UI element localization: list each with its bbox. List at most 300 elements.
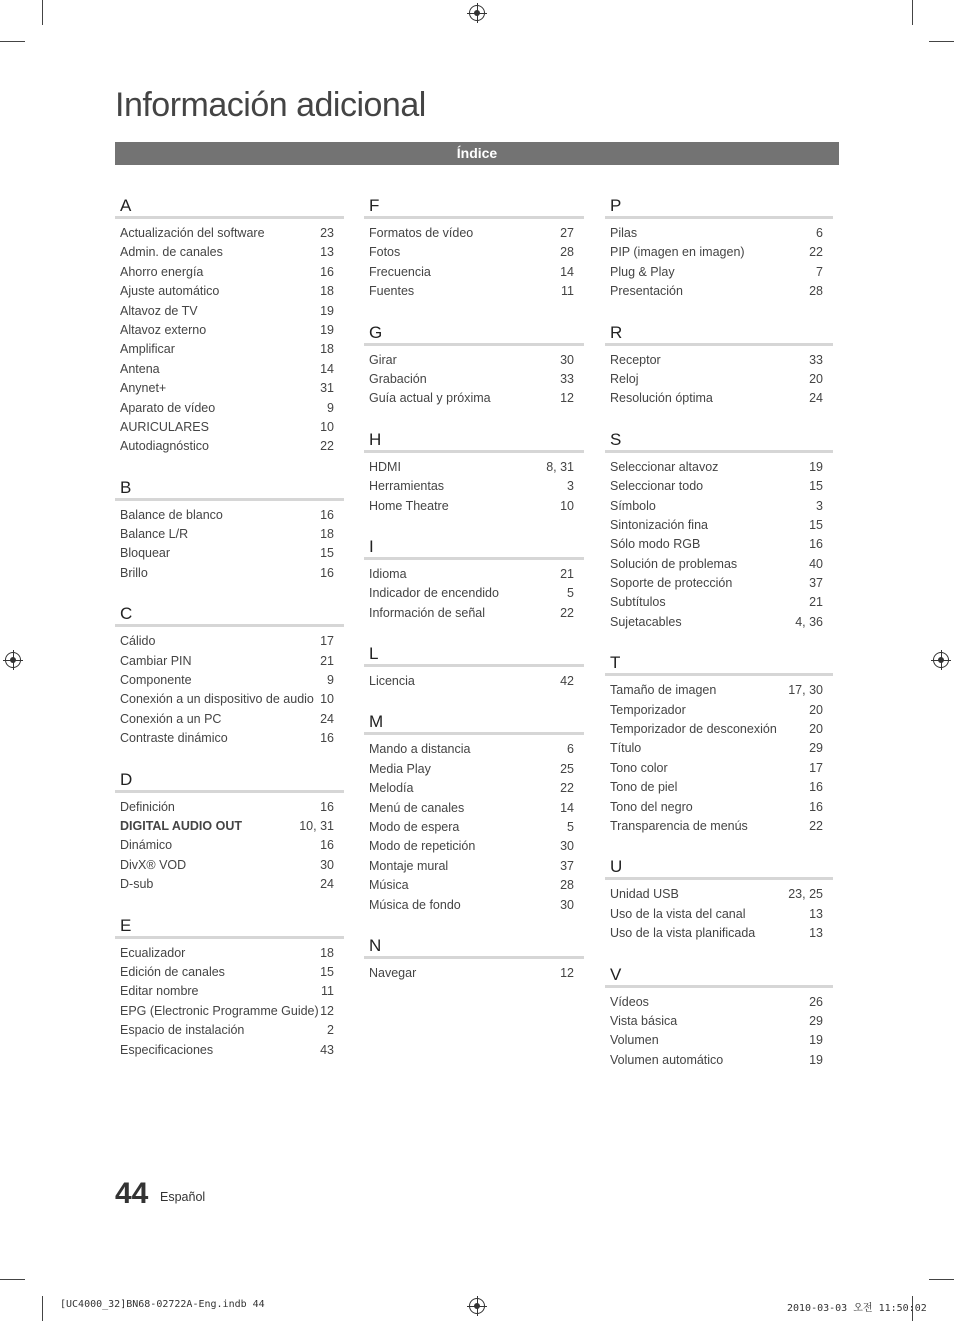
index-entry <box>605 535 833 554</box>
index-section <box>364 322 584 409</box>
entry-pages: 4, 36 <box>795 614 823 629</box>
entry-term: Subtítulos <box>610 595 666 610</box>
entry-pages: 22 <box>809 245 823 260</box>
entry-pages: 21 <box>809 595 823 610</box>
entry-term: Idioma <box>369 566 407 581</box>
index-entry <box>364 837 584 856</box>
entry-term: Información de señal <box>369 605 486 620</box>
entry-pages: 21 <box>560 566 574 581</box>
entry-pages: 10 <box>560 498 574 513</box>
entry-pages: 30 <box>320 857 334 872</box>
index-entry <box>605 263 833 282</box>
entry-term: Formatos de vídeo <box>369 226 474 240</box>
index-section <box>605 964 833 1071</box>
section-letter: C <box>115 603 344 627</box>
index-entry <box>115 340 344 359</box>
index-entry <box>605 759 833 778</box>
index-entry <box>605 497 833 516</box>
entry-pages: 18 <box>320 527 334 542</box>
index-entry <box>115 690 344 709</box>
section-letter: A <box>115 195 344 219</box>
index-section <box>605 856 833 943</box>
entry-term: Presentación <box>610 284 683 299</box>
entry-pages: 26 <box>809 994 823 1009</box>
index-entry <box>605 574 833 593</box>
index-section <box>115 915 344 1060</box>
entry-term: Ajuste automático <box>120 284 220 299</box>
entry-term: Grabación <box>369 371 427 386</box>
index-entry <box>115 671 344 690</box>
entry-term: Solución de problemas <box>610 556 738 571</box>
entry-term: Licencia <box>369 674 415 689</box>
entry-term: Conexión a un dispositivo de audio <box>120 692 314 707</box>
index-entry <box>364 477 584 496</box>
entry-term: Ahorro energía <box>120 264 204 279</box>
entry-term: Modo de espera <box>369 820 460 835</box>
index-entry <box>115 224 344 243</box>
index-section <box>115 603 344 748</box>
index-entry <box>115 437 344 456</box>
entry-term: Temporizador <box>610 702 686 717</box>
entry-term: DIGITAL AUDIO OUT <box>120 818 242 833</box>
entry-term: Soporte de protección <box>610 576 733 591</box>
entry-term: Sólo modo RGB <box>610 537 701 552</box>
entry-term: Cálido <box>120 634 156 649</box>
index-section <box>364 536 584 623</box>
section-letter: I <box>364 536 584 560</box>
entry-pages: 15 <box>809 517 823 532</box>
entry-pages: 2 <box>327 1023 334 1038</box>
index-entry <box>605 613 833 632</box>
index-entry <box>364 370 584 389</box>
crop-mark <box>42 1296 43 1321</box>
entry-term: Tamaño de imagen <box>610 683 717 698</box>
crop-mark <box>929 1279 954 1280</box>
index-entry <box>364 896 584 915</box>
index-entry <box>115 379 344 398</box>
index-entry <box>605 516 833 535</box>
entry-term: Tono de piel <box>610 780 678 795</box>
entry-pages: 13 <box>809 906 823 921</box>
index-section <box>605 195 833 302</box>
registration-mark-icon <box>469 5 485 21</box>
entry-pages: 16 <box>809 780 823 795</box>
entry-pages: 18 <box>320 342 334 357</box>
entry-term: Mando a distancia <box>369 742 471 757</box>
entry-term: Temporizador de desconexión <box>610 722 777 737</box>
entry-pages: 15 <box>320 546 334 561</box>
index-entry <box>115 963 344 982</box>
index-entry <box>115 360 344 379</box>
entry-pages: 28 <box>560 878 574 893</box>
entry-term: Volumen automático <box>610 1052 724 1067</box>
index-entry <box>605 778 833 797</box>
entry-term: Ecualizador <box>120 945 186 960</box>
index-entry <box>605 1051 833 1070</box>
entry-pages: 30 <box>560 897 574 912</box>
entry-term: Frecuencia <box>369 264 431 279</box>
entry-term: Balance de blanco <box>120 507 223 522</box>
index-entry <box>364 818 584 837</box>
index-entry <box>115 944 344 963</box>
entry-pages: 20 <box>809 702 823 717</box>
entry-term: Uso de la vista planificada <box>610 926 756 941</box>
print-footer-left: [UC4000_32]BN68-02722A-Eng.indb 44 <box>60 1299 265 1310</box>
entry-pages: 12 <box>320 1003 334 1018</box>
entry-term: Altavoz externo <box>120 322 207 337</box>
entry-pages: 42 <box>560 674 574 689</box>
entry-term: Reloj <box>610 371 639 386</box>
index-entry <box>364 584 584 603</box>
entry-pages: 6 <box>567 742 574 757</box>
index-section <box>364 711 584 915</box>
language-label: Español <box>160 1190 206 1204</box>
entry-term: Anynet+ <box>120 381 167 396</box>
entry-term: Home Theatre <box>369 498 449 513</box>
index-entry <box>605 370 833 389</box>
entry-term: Edición de canales <box>120 964 225 979</box>
section-letter: U <box>605 856 833 880</box>
index-entry <box>605 885 833 904</box>
index-entry <box>364 760 584 779</box>
print-footer-right: 2010-03-03 오전 11:50:02 <box>787 1303 927 1314</box>
crop-mark <box>42 0 43 25</box>
index-section <box>605 429 833 633</box>
index-entry <box>364 243 584 262</box>
entry-pages: 19 <box>809 1052 823 1067</box>
entry-term: Seleccionar altavoz <box>610 459 719 474</box>
section-letter: E <box>115 915 344 939</box>
entry-pages: 5 <box>567 586 574 601</box>
index-entry <box>364 857 584 876</box>
entry-term: Dinámico <box>120 838 173 853</box>
entry-term: Aparato de vídeo <box>120 400 216 415</box>
index-entry <box>115 399 344 418</box>
section-letter: T <box>605 652 833 676</box>
section-letter: N <box>364 935 584 959</box>
entry-term: Balance L/R <box>120 527 189 542</box>
index-entry <box>115 418 344 437</box>
crop-mark <box>912 0 913 25</box>
entry-pages: 25 <box>560 761 574 776</box>
entry-term: Menú de canales <box>369 800 465 815</box>
entry-pages: 16 <box>320 565 334 580</box>
index-entry <box>364 740 584 759</box>
entry-term: Altavoz de TV <box>120 303 198 318</box>
entry-pages: 5 <box>567 820 574 835</box>
index-section <box>364 429 584 516</box>
entry-pages: 33 <box>809 352 823 367</box>
index-entry <box>364 876 584 895</box>
entry-term: Música <box>369 878 409 893</box>
entry-pages: 11 <box>561 284 574 299</box>
crop-mark <box>0 41 25 42</box>
entry-term: Tono del negro <box>610 799 693 814</box>
index-entry <box>115 544 344 563</box>
entry-pages: 15 <box>320 964 334 979</box>
entry-pages: 19 <box>320 322 334 337</box>
index-entry <box>115 817 344 836</box>
index-entry <box>364 565 584 584</box>
index-entry <box>605 351 833 370</box>
entry-term: Seleccionar todo <box>610 479 704 494</box>
index-entry <box>115 506 344 525</box>
entry-pages: 18 <box>320 284 334 299</box>
entry-term: Receptor <box>610 352 661 367</box>
entry-pages: 17 <box>809 760 823 775</box>
entry-pages: 27 <box>560 226 574 240</box>
entry-term: Guía actual y próxima <box>369 391 491 406</box>
entry-pages: 9 <box>327 400 334 415</box>
entry-pages: 18 <box>320 945 334 960</box>
crop-mark <box>0 1279 25 1280</box>
entry-pages: 14 <box>560 800 574 815</box>
section-letter: S <box>605 429 833 453</box>
entry-pages: 17 <box>320 634 334 649</box>
index-entry <box>364 779 584 798</box>
entry-term: Música de fondo <box>369 897 461 912</box>
entry-term: Sintonización fina <box>610 517 708 532</box>
index-entry <box>115 1041 344 1060</box>
index-section <box>115 477 344 584</box>
index-entry <box>605 817 833 836</box>
index-entry <box>115 243 344 262</box>
entry-term: Transparencia de menús <box>610 818 748 833</box>
entry-pages: 24 <box>809 391 823 406</box>
index-entry <box>364 604 584 623</box>
section-letter: L <box>364 643 584 667</box>
entry-term: Volumen <box>610 1033 659 1048</box>
index-entry <box>605 681 833 700</box>
index-section <box>364 195 584 302</box>
entry-term: Media Play <box>369 761 431 776</box>
index-entry <box>115 282 344 301</box>
entry-term: HDMI <box>369 459 401 474</box>
entry-pages: 22 <box>809 818 823 833</box>
index-entry <box>115 321 344 340</box>
index-entry <box>605 993 833 1012</box>
index-entry <box>364 672 584 691</box>
page-number: 44 <box>115 1177 149 1210</box>
registration-mark-icon <box>469 1298 485 1314</box>
entry-term: Componente <box>120 673 192 688</box>
section-letter: H <box>364 429 584 453</box>
entry-pages: 22 <box>560 781 574 796</box>
entry-pages: 11 <box>321 984 334 999</box>
entry-pages: 29 <box>809 1013 823 1028</box>
registration-mark-icon <box>933 652 949 668</box>
index-column-2 <box>364 195 584 1003</box>
index-entry <box>605 477 833 496</box>
index-entry <box>115 564 344 583</box>
index-section <box>115 195 344 457</box>
entry-term: Contraste dinámico <box>120 731 228 746</box>
index-column-3 <box>605 195 833 1090</box>
index-entry <box>364 351 584 370</box>
index-entry <box>605 1012 833 1031</box>
entry-pages: 20 <box>809 722 823 737</box>
index-entry <box>115 710 344 729</box>
index-entry <box>364 799 584 818</box>
index-entry <box>115 263 344 282</box>
entry-pages: 37 <box>560 858 574 873</box>
entry-pages: 16 <box>320 507 334 522</box>
entry-term: Plug & Play <box>610 264 675 279</box>
index-section <box>115 769 344 895</box>
index-banner: Índice <box>115 142 839 165</box>
section-letter: G <box>364 322 584 346</box>
entry-term: Melodía <box>369 781 414 796</box>
entry-pages: 19 <box>809 459 823 474</box>
entry-pages: 10 <box>320 419 334 434</box>
entry-pages: 31 <box>320 381 334 396</box>
entry-pages: 16 <box>320 264 334 279</box>
index-entry <box>364 263 584 282</box>
entry-term: DivX® VOD <box>120 857 187 872</box>
entry-pages: 16 <box>809 799 823 814</box>
index-entry <box>605 1031 833 1050</box>
index-entry <box>605 555 833 574</box>
entry-pages: 37 <box>809 576 823 591</box>
entry-pages: 24 <box>320 877 334 892</box>
index-column-1 <box>115 195 344 1080</box>
entry-term: Modo de repetición <box>369 839 476 854</box>
section-letter: V <box>605 964 833 988</box>
entry-term: Girar <box>369 352 397 367</box>
entry-term: Vista básica <box>610 1013 678 1028</box>
entry-term: Montaje mural <box>369 858 449 873</box>
entry-term: Herramientas <box>369 479 445 494</box>
entry-pages: 30 <box>560 352 574 367</box>
index-entry <box>605 720 833 739</box>
entry-pages: 21 <box>320 653 334 668</box>
index-entry <box>115 1002 344 1021</box>
entry-pages: 3 <box>816 498 823 513</box>
entry-term: Indicador de encendido <box>369 586 499 601</box>
index-entry <box>115 836 344 855</box>
index-entry <box>115 875 344 894</box>
entry-term: Pilas <box>610 226 638 240</box>
entry-term: Vídeos <box>610 994 649 1009</box>
section-letter: P <box>605 195 833 219</box>
entry-pages: 23, 25 <box>788 887 823 902</box>
entry-term: Admin. de canales <box>120 245 223 260</box>
index-entry <box>115 729 344 748</box>
entry-pages: 16 <box>320 799 334 814</box>
entry-term: Navegar <box>369 965 417 980</box>
entry-term: Espacio de instalación <box>120 1023 245 1038</box>
index-entry <box>115 652 344 671</box>
registration-mark-icon <box>5 652 21 668</box>
entry-term: Título <box>610 741 642 756</box>
entry-pages: 33 <box>560 371 574 386</box>
index-section <box>364 935 584 983</box>
index-entry <box>605 739 833 758</box>
index-entry <box>115 1021 344 1040</box>
entry-pages: 16 <box>320 731 334 746</box>
index-entry <box>605 701 833 720</box>
index-entry <box>364 389 584 408</box>
entry-pages: 19 <box>809 1033 823 1048</box>
entry-pages: 22 <box>560 605 574 620</box>
index-section <box>364 643 584 691</box>
index-entry <box>115 982 344 1001</box>
entry-term: Actualización del software <box>120 226 265 240</box>
entry-term: PIP (imagen en imagen) <box>610 245 745 260</box>
entry-pages: 24 <box>320 711 334 726</box>
section-letter: R <box>605 322 833 346</box>
entry-pages: 20 <box>809 371 823 386</box>
entry-pages: 22 <box>320 439 334 454</box>
index-entry <box>605 458 833 477</box>
index-entry <box>364 497 584 516</box>
index-entry <box>605 243 833 262</box>
entry-pages: 29 <box>809 741 823 756</box>
entry-term: Unidad USB <box>610 887 679 902</box>
entry-pages: 16 <box>320 838 334 853</box>
entry-pages: 10, 31 <box>299 818 334 833</box>
entry-term: Fuentes <box>369 284 415 299</box>
entry-term: Autodiagnóstico <box>120 439 209 454</box>
index-entry <box>364 282 584 301</box>
entry-pages: 14 <box>320 361 334 376</box>
entry-term: Fotos <box>369 245 401 260</box>
entry-pages: 40 <box>809 556 823 571</box>
entry-term: D-sub <box>120 877 154 892</box>
entry-term: Especificaciones <box>120 1042 214 1057</box>
entry-term: Editar nombre <box>120 984 199 999</box>
entry-term: Cambiar PIN <box>120 653 192 668</box>
entry-term: EPG (Electronic Programme Guide) <box>120 1003 319 1018</box>
index-entry <box>364 458 584 477</box>
index-entry <box>115 302 344 321</box>
entry-term: Bloquear <box>120 546 171 561</box>
entry-pages: 12 <box>560 391 574 406</box>
index-entry <box>605 593 833 612</box>
entry-term: Sujetacables <box>610 614 682 629</box>
entry-pages: 9 <box>327 673 334 688</box>
entry-pages: 43 <box>320 1042 334 1057</box>
index-entry <box>605 798 833 817</box>
section-letter: F <box>364 195 584 219</box>
entry-pages: 23 <box>320 226 334 240</box>
entry-pages: 6 <box>816 226 823 240</box>
entry-term: Símbolo <box>610 498 656 513</box>
index-entry <box>115 632 344 651</box>
index-entry <box>115 525 344 544</box>
section-letter: B <box>115 477 344 501</box>
entry-term: Brillo <box>120 565 148 580</box>
entry-term: Antena <box>120 361 160 376</box>
entry-pages: 14 <box>560 264 574 279</box>
entry-pages: 15 <box>809 479 823 494</box>
section-letter: M <box>364 711 584 735</box>
entry-term: Uso de la vista del canal <box>610 906 746 921</box>
entry-term: Amplificar <box>120 342 175 357</box>
index-entry <box>605 924 833 943</box>
entry-pages: 19 <box>320 303 334 318</box>
index-section <box>605 322 833 409</box>
index-entry <box>605 224 833 243</box>
entry-pages: 7 <box>816 264 823 279</box>
entry-term: Tono color <box>610 760 668 775</box>
index-entry <box>364 964 584 983</box>
entry-term: Definición <box>120 799 175 814</box>
entry-pages: 13 <box>809 926 823 941</box>
entry-pages: 28 <box>809 284 823 299</box>
index-entry <box>364 224 584 243</box>
index-entry <box>605 389 833 408</box>
